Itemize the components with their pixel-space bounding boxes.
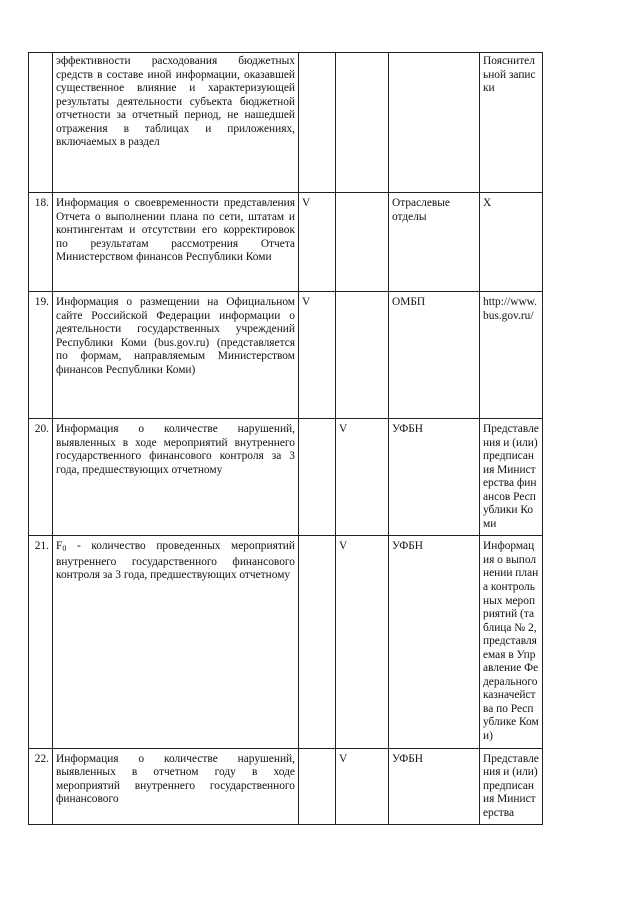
mark-column-2: [336, 292, 389, 419]
row-description-text: - количество проведенных мероприятий внутреннего государственного финансового контроля за 3 года, предшествующих отчетному: [56, 540, 295, 582]
responsible-unit: УФБН: [389, 536, 480, 748]
mark-column-2: [336, 53, 389, 193]
row-number: 18.: [29, 193, 53, 292]
source-document: Информация о выполнении плана контрольных мероприятий (таблица № 2, представляемая в Управление Федерального казначейства по Республике Коми): [480, 536, 543, 748]
table-row: [29, 536, 543, 748]
row-number: 19.: [29, 292, 53, 419]
source-document: X: [480, 193, 543, 292]
responsible-unit: УФБН: [389, 748, 480, 825]
responsible-unit: ОМБП: [389, 292, 480, 419]
mark-column-2: V: [336, 748, 389, 825]
row-description: эффективности расходования бюджетных средств в составе иной информации, оказавшей существенное влияние и характеризующей результаты деятельности субъекта бюджетной отчетности за отчетный период, не нашедшей отражения в таблицах и приложениях, включаемых в раздел: [53, 53, 299, 193]
row-number: [29, 53, 53, 193]
mark-column-1: [299, 53, 336, 193]
row-description: Информация о размещении на Официальном сайте Российской Федерации информации о деятельности государственных учреждений Республики Коми (bus.gov.ru) (представляется по формам, направляемым Министерством финансов Республики Коми): [53, 292, 299, 419]
source-document: Представления и (или) предписания Министерства: [480, 748, 543, 825]
table-row: [29, 193, 543, 292]
table-row: [29, 748, 543, 825]
mark-column-2: V: [336, 536, 389, 748]
row-number: 22.: [29, 748, 53, 825]
mark-column-2: [336, 193, 389, 292]
row-description: [53, 536, 299, 748]
responsible-unit: Отраслевые отделы: [389, 193, 480, 292]
formula-subscript: 0: [62, 544, 67, 554]
source-link: http://www.bus.gov.ru/: [480, 292, 543, 419]
mark-column-1: [299, 419, 336, 536]
mark-column-1: [299, 536, 336, 748]
formula-symbol: F: [56, 540, 63, 553]
responsible-unit: УФБН: [389, 419, 480, 536]
row-description: Информация о количестве нарушений, выявленных в отчетном году в ходе мероприятий внутреннего государственного финансового: [53, 748, 299, 825]
mark-column-1: [299, 748, 336, 825]
table-row: [29, 419, 543, 536]
mark-column-1: V: [299, 193, 336, 292]
table-row: [29, 292, 543, 419]
mark-column-2: V: [336, 419, 389, 536]
row-description: Информация о своевременности представления Отчета о выполнении плана по сети, штатам и контингентам и отсутствии его корректировок по результатам рассмотрения Отчета Министерством финансов Республики Коми: [53, 193, 299, 292]
table-row: [29, 53, 543, 193]
row-description: Информация о количестве нарушений, выявленных в ходе мероприятий внутреннего государственного финансового контроля за 3 года, предшествующих отчетному: [53, 419, 299, 536]
source-document: Представления и (или) предписания Министерства финансов Республики Коми: [480, 419, 543, 536]
row-number: 20.: [29, 419, 53, 536]
source-document: Пояснительной записки: [480, 53, 543, 193]
row-number: 21.: [29, 536, 53, 748]
report-requirements-table: [28, 52, 543, 825]
responsible-unit: [389, 53, 480, 193]
mark-column-1: V: [299, 292, 336, 419]
